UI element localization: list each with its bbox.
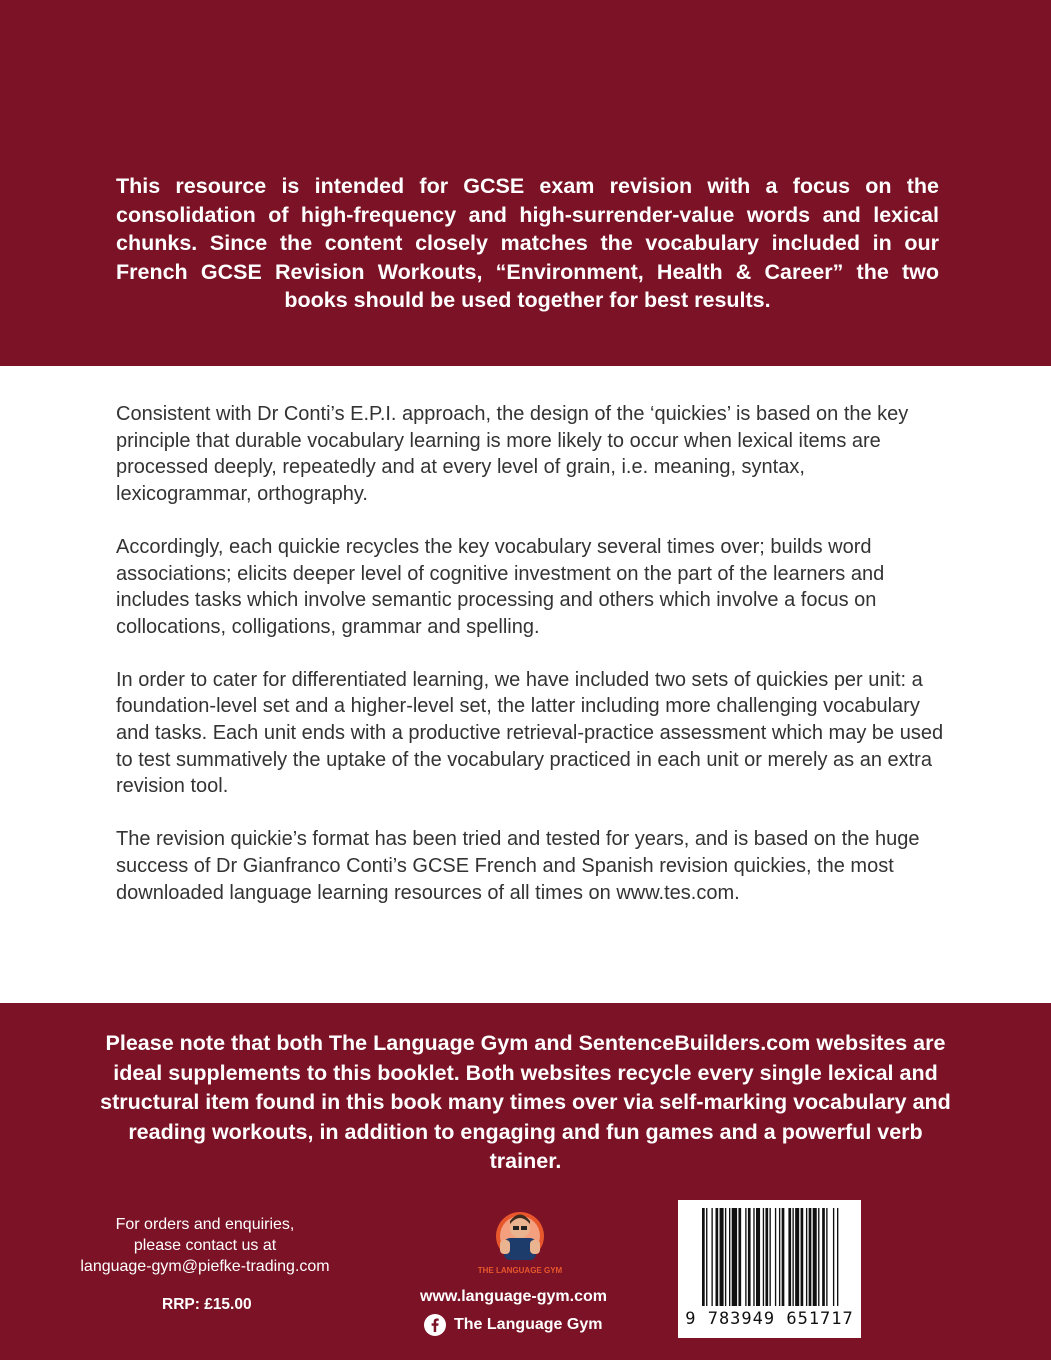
contact-email[interactable]: language-gym@piefke-trading.com <box>80 1258 330 1275</box>
facebook-icon <box>424 1314 446 1336</box>
barcode-bar <box>763 1208 764 1306</box>
barcode-bar <box>711 1208 712 1306</box>
logo-wordmark: THE LANGUAGE GYM <box>477 1266 563 1275</box>
facebook-link[interactable] <box>424 1313 602 1337</box>
barcode-bar <box>770 1208 771 1306</box>
body-paragraph: Accordingly, each quickie recycles the key vocabulary several times over; builds word associations; elicits deeper level of cognitive investment on the part of the learners and includes tasks which involve semantic processing and others which involve a focus on collocations, colligations, grammar and spelling. <box>116 535 885 638</box>
barcode-bar <box>732 1208 737 1306</box>
barcode-bar <box>837 1208 838 1306</box>
isbn-number: 9 783949 651717 <box>685 1309 854 1329</box>
barcode-bar <box>706 1208 707 1306</box>
body-paragraph: The revision quickie’s format has been tried and tested for years, and is based on the huge success of Dr Gianfranco Conti’s GCSE French and Spanish revision quickies, the most downloaded language learning resources of all times on www.tes.com. <box>116 828 920 904</box>
barcode-bars <box>678 1200 861 1312</box>
price-label: RRP: £15.00 <box>162 1296 252 1313</box>
barcode-bar <box>792 1208 793 1306</box>
contact-line: please contact us at <box>133 1237 277 1254</box>
facebook-label: The Language Gym <box>454 1316 603 1333</box>
website-link[interactable]: www.language-gym.com <box>420 1288 607 1305</box>
barcode-bar <box>729 1208 730 1306</box>
barcode-bar <box>745 1208 746 1306</box>
barcode-bar <box>753 1208 754 1306</box>
barcode-bar <box>779 1208 780 1306</box>
isbn-barcode <box>678 1200 861 1338</box>
language-gym-logo <box>460 1206 580 1282</box>
barcode-bar <box>795 1208 799 1306</box>
contact-line: For orders and enquiries, <box>115 1216 295 1233</box>
barcode-bar <box>716 1208 719 1306</box>
barcode-bar <box>788 1208 791 1306</box>
intro-text: This resource is intended for GCSE exam revision with a focus on the consolidation of high-frequency and high-surrender-value words and lexical chunks. Since the content closely matches the vocabulary included in our French GCSE Revision Workouts, “Environment, Health & Career” the two books should be used together for best results. <box>116 174 939 313</box>
barcode-bar <box>809 1208 812 1306</box>
websites-note: Please note that both The Language Gym and SentenceBuilders.com websites are ideal supplements to this booklet. Both websites recycle every single lexical and structural item found in this book many times over via self-marking vocabulary and reading workouts, in addition to engaging and fun games and a powerful verb trainer. <box>100 1031 951 1173</box>
barcode-bar <box>818 1208 819 1306</box>
barcode-bar <box>756 1208 760 1306</box>
barcode-bar <box>720 1208 724 1306</box>
barcode-bar <box>775 1208 776 1306</box>
body-paragraph: Consistent with Dr Conti’s E.P.I. approach, the design of the ‘quickies’ is based on the key principle that durable vocabulary learning is more likely to occur when lexical items are processed deeply, repeatedly and at every level of grain, i.e. meaning, syntax, lexicogrammar, orthography. <box>116 403 909 506</box>
barcode-bar <box>782 1208 785 1306</box>
body-paragraph: In order to cater for differentiated learning, we have included two sets of quickies per unit: a foundation-level set and a higher-level set, the latter including more challenging vocabulary and tasks. Each unit ends with a productive retrieval-practice assessment which may be used to test summatively the uptake of the vocabulary practiced in each unit or merely as an extra revision tool. <box>116 668 944 798</box>
contact-info <box>60 1214 350 1277</box>
barcode-bar <box>826 1208 827 1306</box>
description-body <box>116 401 946 932</box>
barcode-bar <box>813 1208 817 1306</box>
barcode-bar <box>702 1208 705 1306</box>
barcode-bar <box>833 1208 834 1306</box>
barcode-bar <box>738 1208 741 1306</box>
barcode-bar <box>801 1208 804 1306</box>
barcode-bar <box>725 1208 726 1306</box>
barcode-bar <box>748 1208 751 1306</box>
barcode-bar <box>822 1208 825 1306</box>
barcode-bar <box>806 1208 807 1306</box>
barcode-bar <box>765 1208 768 1306</box>
